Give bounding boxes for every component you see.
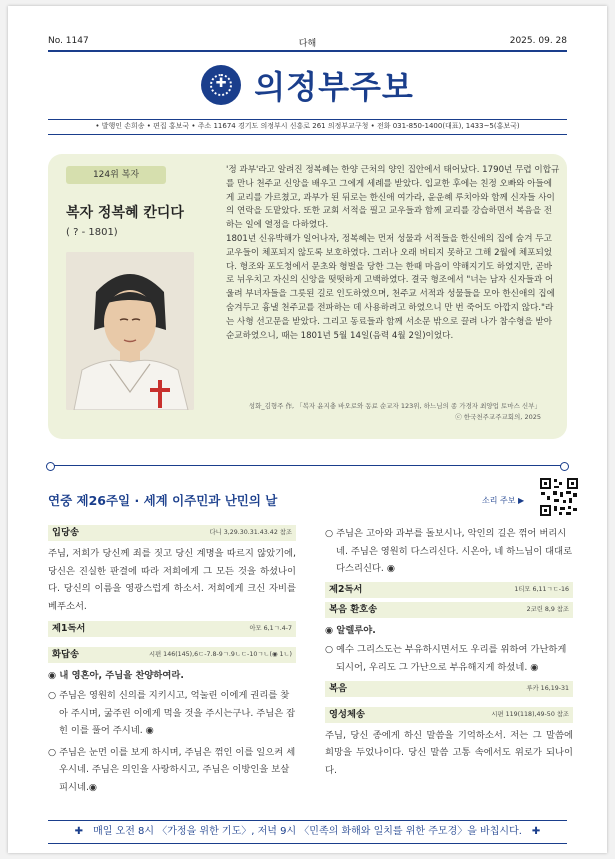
section-reference: 아모 6,1ㄱ.4-7 (249, 625, 292, 633)
sunday-title: 연중 제26주일 · 세계 이주민과 난민의 날 (48, 493, 278, 508)
cross-icon: ✚ (531, 826, 541, 837)
saint-bio-paragraph: '정 과부'라고 알려진 정복혜는 한양 근처의 양인 집안에서 태어났다. 1790년 무렵 이합규를 만나 천주교 신앙을 배우고 그에게 세례를 받았다. 입교한 후에는 친정 오빠와 아들에게 교리를 가르쳤고, 과부가 된 뒤로는 한신애 여가라, 윤운혜 루치아와 함께 신자들 사이의 연락을 도맡았다. 또한 교회 서적을 필고 교우들과 함께 교리를 강습하면서 복음을 전하는 일에 열정을 다하였다. (226, 165, 560, 231)
section-label: 복음 (329, 682, 347, 694)
divider-dot (46, 462, 55, 471)
copyright-line: ⓒ 한국천주교주교회의, 2025 (455, 413, 541, 421)
section-reference: 시편 146(145),6ㄷ-7.8-9ㄱ.9ㄴㄷ-10ㄱㄴ(◉ 1ㄴ) (149, 651, 292, 659)
section-divider (48, 465, 567, 466)
qr-code[interactable] (539, 477, 579, 517)
bulletin-page (8, 6, 607, 853)
entrance-antiphon-header (48, 525, 296, 541)
section-reference: 다니 3,29.30.31.43.42 참조 (209, 529, 292, 536)
section-label: 영성체송 (329, 708, 365, 720)
prayer-reminder-text: 매일 오전 8시 〈가정을 위한 기도〉, 저녁 9시 〈민족의 화해와 일치를 위한 주모경〉을 바칩시다. (93, 826, 522, 837)
cross-icon: ✚ (74, 826, 84, 837)
saint-years: ( ? - 1801) (66, 227, 118, 238)
publisher-info: • 발행인 손희송 • 편집 홍보국 • 주소 11674 경기도 의정부시 신흥로 261 의정부교구청 • 전화 031-850-1400(대표), 1433~5(홍보국) (48, 119, 567, 135)
credit-line: 성화_김형주 作, 「복자 윤지충 바오로와 동료 순교자 123위, 하느님의 종 가경자 최양업 토마스 신부」 (248, 402, 541, 410)
gospel-acclamation-header (325, 602, 573, 618)
entrance-antiphon-text: 주님, 저희가 당신께 죄를 짓고 당신 계명을 따르지 않았기에, 당신은 진실한 판결에 따라 저희에게 그 모든 것을 하셨나이다. 당신의 이름을 영광스럽게 하소서. 저희에게 크신 자비를 베푸소서. (48, 548, 296, 612)
divider-dot (560, 462, 569, 471)
saint-portrait-image (66, 252, 194, 410)
saint-name: 복자 정복혜 칸디다 (66, 205, 184, 221)
section-label: 입당송 (52, 527, 79, 538)
section-label: 제1독서 (52, 623, 86, 635)
saint-bio-paragraph: 1801년 신유박해가 일어나자, 정복혜는 먼저 성물과 서적들을 한신애의 집에 숨겨 두고 교우들이 체포되지 않도록 보호하였다. 그러나 오래 버티지 못하고 그해 2월에 체포되었다. 형조와 포도청에서 문초와 형벌을 당한 그는 한때 마음이 약해지기도 하였지만, 곧바로 뉘우치고 자신의 신앙을 떳떳하게 고백하였다. 결국 형조에서 "너는 남자 신자들과 어울려 부녀자들을 그릇된 길로 인도하였으며, 천주교 서적과 성물들을 모아 한신애의 집에 숨겨두고 흉낼 천주교를 전파하는 데 사용하려고 하였으니 만 번 죽어도 아깝지 않다."라는 사형 선고문을 받았다. 그리고 동료들과 함께 서소문 밖으로 끌려 나가 참수형을 받아 순교하였으니, 때는 1801년 5월 14일(음력 4월 2일)이었다. (226, 233, 555, 341)
section-reference: 1티모 6,11ㄱㄷ-16 (514, 585, 569, 593)
alleluia-response: ◉ 알렐루야. (325, 624, 376, 636)
gospel-header (325, 681, 573, 697)
psalm-verse: ○ 주님은 고아와 과부를 돌보시나, 악인의 길은 꺾어 버리시네. 주님은 영원히 다스리신다. 시온아, 네 하느님이 대대로 다스리신다. ◉ (325, 528, 573, 575)
masthead-title: 의정부주보 (254, 68, 414, 106)
section-label: 복음 환호송 (329, 603, 378, 615)
first-reading-header (48, 621, 296, 637)
communion-antiphon-text: 주님, 당신 종에게 하신 말씀을 기억하소서. 저는 그 말씀에 희망을 두었나이다. 당신 말씀 고통 속에서도 위로가 되나이다. (325, 729, 573, 776)
section-label: 화답송 (52, 649, 79, 661)
saint-tag: 124위 복자 (66, 166, 166, 184)
saint-feature-box (48, 154, 567, 439)
sound-bulletin-link[interactable]: 소리 주보 ▶ (482, 496, 525, 505)
image-credit (241, 401, 541, 423)
saint-biography (226, 164, 560, 343)
mass-propers-left-column (48, 525, 296, 801)
issue-date: 2025. 09. 28 (509, 36, 567, 46)
section-reference: 루카 16,19-31 (526, 684, 569, 692)
mass-propers-right-column (325, 525, 573, 785)
section-reference: 시편 119(118),49-50 참조 (491, 710, 569, 718)
diocese-seal-logo (201, 65, 241, 105)
section-label: 제2독서 (329, 583, 363, 595)
section-reference: 2코린 8,9 참조 (526, 605, 569, 613)
communion-antiphon-header (325, 707, 573, 723)
acclamation-verse: ○ 예수 그리스도는 부유하시면서도 우리를 위하여 가난하게 되시어, 우리도 그 가난으로 부유해지게 하셨네. ◉ (325, 644, 567, 673)
top-rule (48, 50, 567, 52)
psalm-response: ◉ 내 영혼아, 주님을 찬양하여라. (48, 670, 184, 682)
prayer-reminder-bar (48, 820, 567, 844)
psalm-header (48, 647, 296, 663)
psalm-verse: ○ 주님은 눈먼 이를 보게 하시며, 주님은 꺾인 이를 일으켜 세우시네. 주님은 의인을 사랑하시고, 주님은 이방인을 보살피시네.◉ (48, 746, 296, 793)
issue-number: No. 1147 (48, 36, 89, 46)
masthead (8, 62, 607, 112)
second-reading-header (325, 582, 573, 598)
psalm-verse: ○ 주님은 영원히 신의를 지키시고, 억눌린 이에게 권리를 찾아 주시며, 굶주린 이에게 먹을 것을 주시는구나. 주님은 잡힌 이를 풀어 주시네. ◉ (48, 689, 296, 737)
liturgical-year: 다해 (298, 39, 317, 49)
